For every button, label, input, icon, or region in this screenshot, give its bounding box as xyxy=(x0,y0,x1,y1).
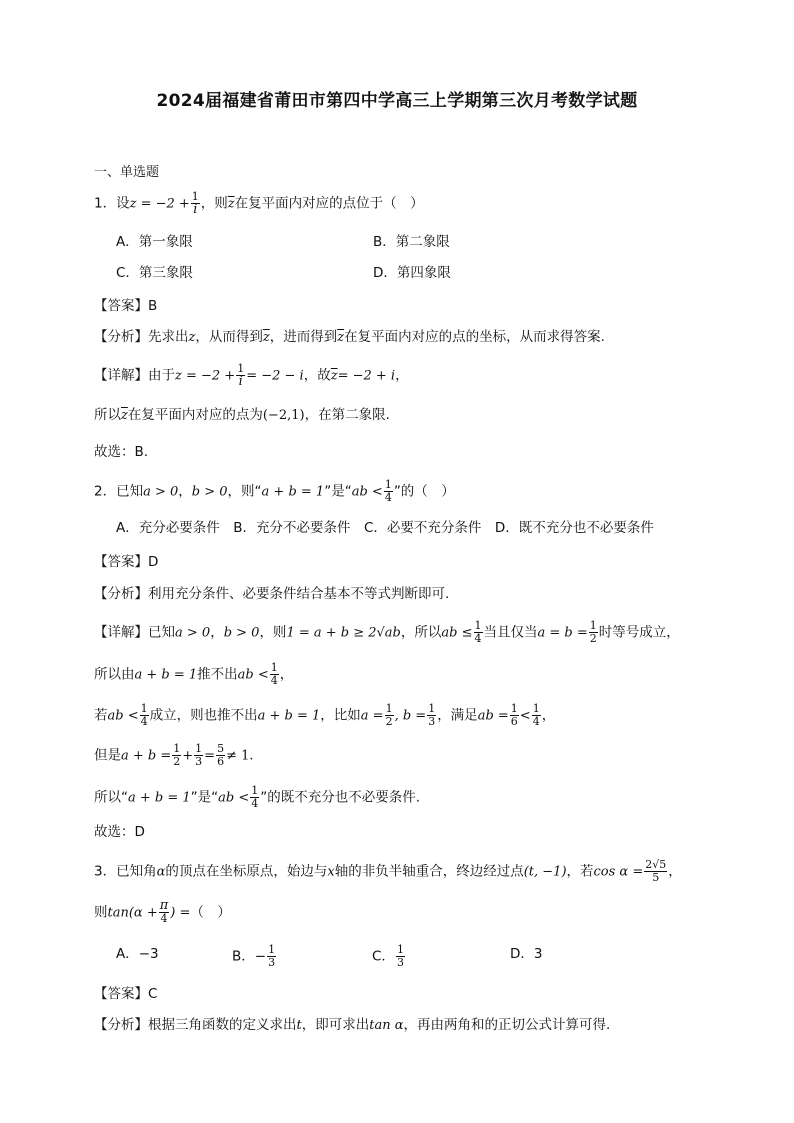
q1-analysis: 【分析】先求出z，从而得到$\overline{z}$，进而得到$\overline{z}$在复平面内对应的点的坐标，从而求得答案. xyxy=(94,329,605,345)
q2-detail-line-5: 所以“a + b = 1”是“ab < $\frac{1}{4}$ ”的既不充分也不必要条件. xyxy=(94,784,421,810)
fraction-1-over-4: $\frac{1}{4}$ xyxy=(140,702,148,728)
fraction-1-over-2: $\frac{1}{2}$ xyxy=(173,742,181,768)
fraction-1-over-4: $\frac{1}{4}$ xyxy=(384,478,392,504)
q3-answer: 【答案】C xyxy=(94,986,158,1002)
fraction-1-over-6: $\frac{1}{6}$ xyxy=(510,702,518,728)
q2-detail-line-3: 若ab < $\frac{1}{4}$ 成立，则也推不出a + b = 1，比如a = $\frac{1}{2}$ , b = $\frac{1}{3}$ ，满足ab = $\frac{1}{6}$ < $\frac{1}{4}$ ， xyxy=(94,702,556,728)
fraction-1-over-4: $\frac{1}{4}$ xyxy=(532,702,540,728)
page-title: 2024届福建省莆田市第四中学高三上学期第三次月考数学试题 xyxy=(156,91,638,111)
fraction-2sqrt5-over-5: $\frac{2√5}{5}$ xyxy=(645,858,667,884)
q3-analysis: 【分析】根据三角函数的定义求出t，即可求出tan α，再由两角和的正切公式计算可得. xyxy=(94,1017,611,1033)
q1-option-d: D．第四象限 xyxy=(373,265,451,281)
q1-option-c: C．第三象限 xyxy=(116,265,193,281)
q2-detail-line-4: 但是a + b = $\frac{1}{2}$ + $\frac{1}{3}$ = $\frac{5}{6}$ ≠ 1. xyxy=(94,742,254,768)
fraction-5-over-6: $\frac{5}{6}$ xyxy=(217,742,225,768)
q3-option-a: A．−3 xyxy=(116,946,159,962)
fraction-1-over-3: $\frac{1}{3}$ xyxy=(396,943,404,969)
fraction-1-over-2: $\frac{1}{2}$ xyxy=(385,702,393,728)
question-2-stem: 2．已知a > 0，b > 0，则“a + b = 1”是“ab < $\frac{1}{4}$ ”的（ ） xyxy=(94,478,455,504)
fraction-pi-over-4: $\frac{\pi}{4}$ xyxy=(159,898,169,925)
question-1-stem: 1．设z = −2 + $\frac{1}{i}$ ，则$\overline{z}$在复平面内对应的点位于（ ） xyxy=(94,190,424,217)
q2-analysis: 【分析】利用充分条件、必要条件结合基本不等式判断即可. xyxy=(94,586,450,602)
q1-detail-line-2: 所以$\overline{z}$在复平面内对应的点为(−2,1)，在第二象限. xyxy=(94,407,390,423)
q1-detail: 【详解】由于z = −2 + $\frac{1}{i}$ = −2 − i，故$\overline{z}= -2 + i$， xyxy=(94,362,409,389)
fraction-1-over-2: $\frac{1}{2}$ xyxy=(589,619,597,645)
q3-option-b: B．− $\frac{1}{3}$ xyxy=(232,943,276,969)
q2-detail: 【详解】已知a > 0，b > 0，则1 = a + b ≥ 2√ab，所以ab ≤ $\frac{1}{4}$ 当且仅当a = b = $\frac{1}{2}$ 时等号成立， xyxy=(94,619,680,645)
question-3-stem-line-2: 则tan(α + $\frac{\pi}{4}$ ) =（ ） xyxy=(94,898,231,925)
q3-option-d: D．3 xyxy=(510,946,543,962)
q2-choose: 故选：D xyxy=(94,824,145,840)
fraction-1-over-4: $\frac{1}{4}$ xyxy=(270,661,278,687)
fraction-1-over-4: $\frac{1}{4}$ xyxy=(474,619,482,645)
q1-option-a: A．第一象限 xyxy=(116,234,193,250)
fraction-1-over-3: $\frac{1}{3}$ xyxy=(268,943,276,969)
fraction-1-over-3: $\frac{1}{3}$ xyxy=(195,742,203,768)
q3-option-c: C． $\frac{1}{3}$ xyxy=(372,943,404,969)
question-3-stem: 3．已知角α的顶点在坐标原点，始边与x轴的非负半轴重合，终边经过点(t, −1)，若cos α = $\frac{2√5}{5}$ ， xyxy=(94,858,682,884)
fraction-1-over-4: $\frac{1}{4}$ xyxy=(251,784,259,810)
q2-detail-line-2: 所以由a + b = 1推不出ab < $\frac{1}{4}$ ， xyxy=(94,661,294,687)
section-heading: 一、单选题 xyxy=(94,165,160,180)
q1-option-b: B．第二象限 xyxy=(373,234,450,250)
fraction-1-over-i: $\frac{1}{i}$ xyxy=(191,190,199,217)
q1-choose: 故选：B. xyxy=(94,444,149,460)
q2-answer: 【答案】D xyxy=(94,554,159,570)
fraction-1-over-i: $\frac{1}{i}$ xyxy=(237,362,245,389)
q2-options: A．充分必要条件 B．充分不必要条件 C．必要不充分条件 D．既不充分也不必要条件 xyxy=(116,520,654,536)
fraction-1-over-3: $\frac{1}{3}$ xyxy=(428,702,436,728)
q1-answer: 【答案】B xyxy=(94,298,158,314)
